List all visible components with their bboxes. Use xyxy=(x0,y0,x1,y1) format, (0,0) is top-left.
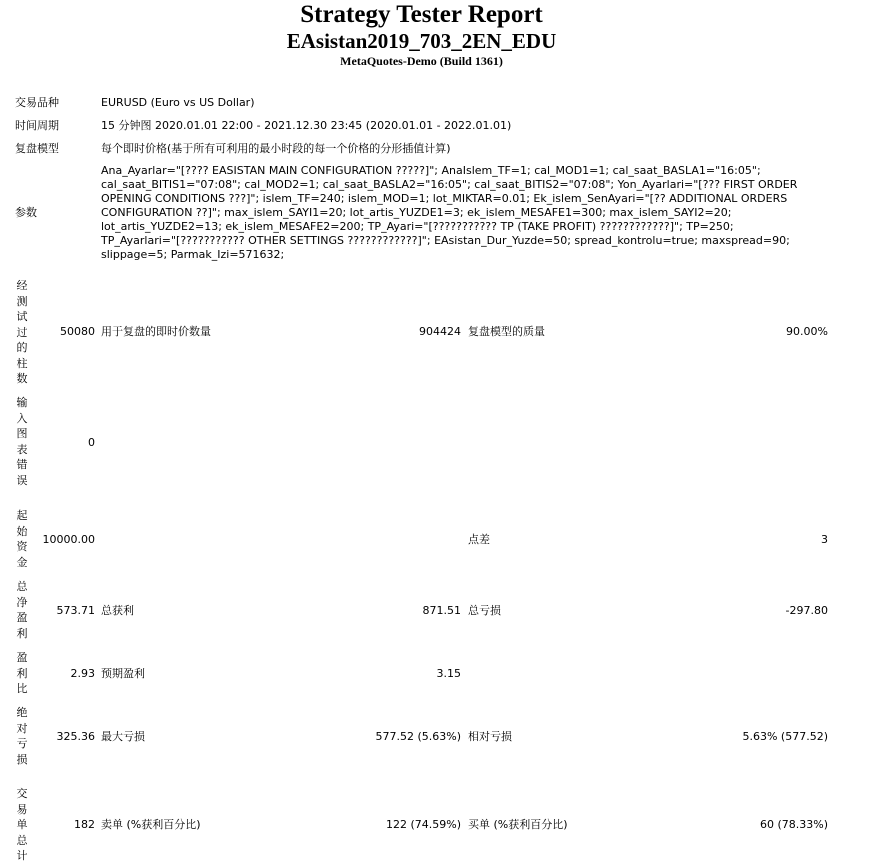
gross-loss-label: 总亏损 xyxy=(468,604,501,617)
bars-value: 50080 xyxy=(60,325,95,338)
net-value: 573.71 xyxy=(56,604,95,617)
abs-dd-value: 325.36 xyxy=(56,730,95,743)
long-label: 买单 (%获利百分比) xyxy=(468,818,568,831)
quality-value: 90.00% xyxy=(786,325,828,338)
pf-value: 2.93 xyxy=(70,667,95,680)
report-title: Strategy Tester Report xyxy=(300,1,543,28)
spread-label: 点差 xyxy=(468,533,490,546)
errors-value: 0 xyxy=(88,436,95,449)
short-value: 122 (74.59%) xyxy=(385,818,461,831)
symbol-label: 交易品种 xyxy=(15,96,59,109)
period-label: 时间周期 xyxy=(15,119,59,132)
rel-dd-label: 相对亏损 xyxy=(468,730,512,743)
gross-profit-label: 总获利 xyxy=(101,604,134,617)
bars-label: 经 测 试 过 的 柱 数 xyxy=(16,279,28,385)
payoff-label: 预期盈利 xyxy=(101,667,145,680)
gross-loss-value: -297.80 xyxy=(785,604,828,617)
short-label: 卖单 (%获利百分比) xyxy=(101,818,201,831)
trades-label: 交 易 单 总 计 xyxy=(16,787,28,862)
model-label: 复盘模型 xyxy=(15,142,59,155)
errors-label: 输 入 图 表 错 误 xyxy=(16,396,28,487)
ticks-label: 用于复盘的即时价数量 xyxy=(101,325,211,338)
abs-dd-label: 绝 对 亏 损 xyxy=(16,706,28,766)
pf-label: 盈 利 比 xyxy=(16,651,28,695)
quality-label: 复盘模型的质量 xyxy=(468,325,545,338)
payoff-value: 3.15 xyxy=(436,667,461,680)
params-label: 参数 xyxy=(15,206,37,219)
period-value: 15 分钟图 2020.01.01 22:00 - 2021.12.30 23:45 (2020.01.01 - 2022.01.01) xyxy=(101,119,512,132)
max-dd-value: 577.52 (5.63%) xyxy=(375,730,461,743)
deposit-value: 10000.00 xyxy=(42,533,95,546)
ea-name: EAsistan2019_703_2EN_EDU xyxy=(286,29,557,53)
model-value: 每个即时价格(基于所有可利用的最小时段的每一个价格的分形插值计算) xyxy=(101,142,451,155)
spread-value: 3 xyxy=(821,533,828,546)
gross-profit-value: 871.51 xyxy=(422,604,461,617)
trades-value: 182 xyxy=(74,818,95,831)
ticks-value: 904424 xyxy=(419,325,461,338)
long-value: 60 (78.33%) xyxy=(759,818,828,831)
deposit-label: 起 始 资 金 xyxy=(16,509,28,569)
params-value: Ana_Ayarlar="[???? EASISTAN MAIN CONFIGURATION ?????]"; AnaIslem_TF=1; cal_MOD1=1; cal_saat_BASLA1="16:05"; cal_saat_BITIS1="07:08"; cal_MOD2=1; cal_saat_BASLA2="16:05"; cal_saat_BITIS2="07:08"; Yon_Ayarlari="[??? FIRST ORDER OPENING CONDITIONS ???]"; islem_TF=240; islem_MOD=1; lot_MIKTAR=0.01; Ek_islem_SenAyari="[?? ADDITIONAL ORDERS CONFIGURATION ??]"; max_islem_SAYI1=20; lot_artis_YUZDE1=3; ek_islem_MESAFE1=300; max_islem_SAYI2=20; lot_artis_YUZDE2=13; ek_islem_MESAFE2=200; TP_Ayari="[??????????? TP (TAKE PROFIT) ????????????]"; TP=250; TP_Ayarlari="[??????????? OTHER SETTINGS ????????????]"; EAsistan_Dur_Yuzde=50; spread_kontrolu=true; maxspread=90; slippage=5; Parmak_Izi=571632; xyxy=(101,164,798,261)
rel-dd-value: 5.63% (577.52) xyxy=(742,730,828,743)
net-label: 总 净 盈 利 xyxy=(16,580,28,640)
max-dd-label: 最大亏损 xyxy=(101,730,145,743)
server-build: MetaQuotes-Demo (Build 1361) xyxy=(340,54,503,68)
symbol-value: EURUSD (Euro vs US Dollar) xyxy=(101,96,255,109)
